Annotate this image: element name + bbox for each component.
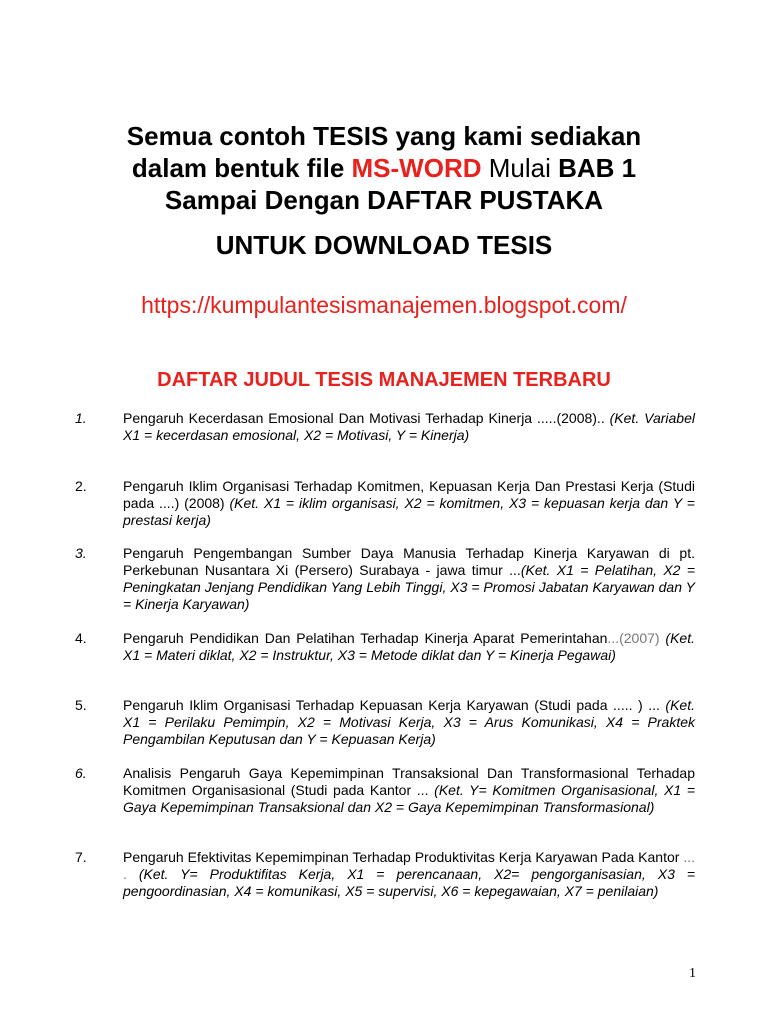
item-keterangan: (Ket. X1 = Materi diklat, X2 = Instruktur, X3 = Metode diklat dan Y = Kinerja Pegawai) [123, 630, 695, 663]
item-keterangan: (Ket. X1 = iklim organisasi, X2 = komitmen, X3 = kepuasan kerja dan Y = prestasi kerja) [123, 495, 695, 528]
item-text [123, 697, 695, 748]
item-number: 7. [75, 849, 87, 865]
item-year: ...(2007) [607, 630, 666, 646]
item-text [123, 410, 695, 444]
item-title: Pengaruh Iklim Organisasi Terhadap Komitmen, Kepuasan Kerja Dan Prestasi Kerja (Studi pada ....) (2008) [123, 478, 695, 511]
item-title: Analisis Pengaruh Gaya Kepemimpinan Transaksional Dan Transformasional Terhadap Komitmen Organisasional (Studi pada Kantor ... [123, 765, 695, 798]
item-keterangan: (Ket. Variabel X1 = kecerdasan emosional, X2 = Motivasi, Y = Kinerja) [123, 410, 695, 443]
headline-line-3: Sampai Dengan DAFTAR PUSTAKA [164, 185, 604, 215]
item-ellipsis: ... . [123, 849, 695, 882]
headline [60, 120, 708, 216]
item-text [123, 765, 695, 816]
item-number: 1. [75, 410, 87, 426]
item-number: 5. [75, 697, 87, 713]
headline-line-1: Semua contoh TESIS yang kami sediakan [126, 121, 642, 151]
item-text [123, 849, 695, 900]
item-number: 3. [75, 545, 87, 561]
item-keterangan: (Ket. X1 = Pelatihan, X2 = Peningkatan Jenjang Pendidikan Yang Lebih Tinggi, X3 = Promosi Jabatan Karyawan dan Y = Kinerja Karyawan) [123, 562, 695, 612]
blog-link[interactable]: https://kumpulantesismanajemen.blogspot.com/ [141, 292, 627, 318]
download-title: UNTUK DOWNLOAD TESIS [215, 230, 553, 260]
item-title: Pengaruh Kecerdasan Emosional Dan Motivasi Terhadap Kinerja .....(2008).. [123, 410, 610, 426]
item-title: Pengaruh Iklim Organisasi Terhadap Kepuasan Kerja Karyawan (Studi pada ..... ) ... [123, 697, 666, 713]
item-title: Pengaruh Pengembangan Sumber Daya Manusia Terhadap Kinerja Karyawan di pt. Perkebunan Nusantara Xi (Persero) Surabaya - jawa timur ... [123, 545, 695, 578]
item-keterangan: (Ket. X1 = Perilaku Pemimpin, X2 = Motivasi Kerja, X3 = Arus Komunikasi, X4 = Praktek Pengambilan Keputusan dan Y = Kepuasan Kerja) [123, 697, 695, 747]
item-text [123, 630, 695, 664]
item-number: 2. [75, 478, 87, 494]
ms-word-highlight: MS-WORD [351, 153, 482, 183]
item-number: 6. [75, 765, 87, 781]
page-number: 1 [689, 966, 696, 981]
item-text [123, 478, 695, 529]
headline-line-2-start: dalam bentuk file [131, 153, 352, 183]
item-text [123, 545, 695, 613]
item-number: 4. [75, 630, 87, 646]
item-keterangan: (Ket. Y= Produktifitas Kerja, X1 = perencanaan, X2= pengorganisasian, X3 = pengoordinasian, X4 = komunikasi, X5 = supervisi, X6 = kepegawaian, X7 = penilaian) [123, 866, 696, 899]
item-title: Pengaruh Efektivitas Kepemimpinan Terhadap Produktivitas Kerja Karyawan Pada Kantor [123, 849, 684, 865]
list-title: DAFTAR JUDUL TESIS MANAJEMEN TERBARU [157, 369, 611, 391]
item-title: Pengaruh Pendidikan Dan Pelatihan Terhadap Kinerja Aparat Pemerintahan [123, 630, 608, 646]
headline-line-2-end: BAB 1 [558, 153, 637, 183]
headline-line-2 [60, 152, 708, 184]
headline-mulai: Mulai [481, 153, 559, 183]
item-keterangan: (Ket. Y= Komitmen Organisasional, X1 = Gaya Kepemimpinan Transaksional dan X2 = Gaya Kepemimpinan Transformasional) [123, 782, 695, 815]
